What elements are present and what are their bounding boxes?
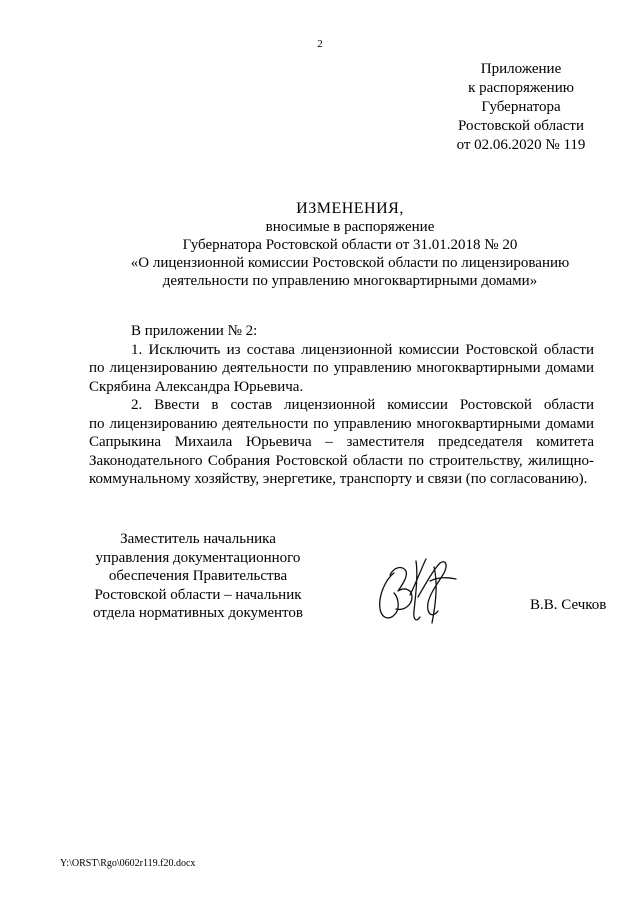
signer-position-line: Заместитель начальника — [120, 531, 276, 547]
footer-file-path: Y:\ORST\Rgo\0602r119.f20.docx — [60, 858, 196, 869]
item-2-line: по лицензированию деятельности по управлению многоквартирными домами — [89, 415, 594, 432]
item-1-line: по лицензированию деятельности по управлению многоквартирными домами — [89, 360, 594, 376]
signer-position-line: обеспечения Правительства — [108, 568, 288, 584]
title-line: вносимые в распоряжение — [265, 219, 435, 235]
appendix-line: Приложение — [480, 61, 562, 77]
item-1-line: 1. Исключить из состава лицензионной комиссии Ростовской области — [131, 341, 594, 358]
item-2-line: Законодательного Собрания Ростовской области по строительству, жилищно- — [89, 452, 594, 469]
title-line: Губернатора Ростовской области от 31.01.2018 № 20 — [182, 237, 518, 253]
item-2-paragraph — [89, 396, 594, 489]
title-line: деятельности по управлению многоквартирными домами» — [162, 273, 538, 289]
title-line: «О лицензионной комиссии Ростовской области по лицензированию — [130, 255, 570, 271]
item-2-line: 2. Ввести в состав лицензионной комиссии Ростовской области — [131, 397, 594, 413]
item-2-line: Сапрыкина Михаила Юрьевича – заместителя председателя комитета — [89, 434, 594, 450]
signer-position-line: отдела нормативных документов — [93, 605, 303, 621]
signer-position-line: Ростовской области – начальник — [94, 586, 302, 603]
signer-position — [89, 530, 307, 623]
appendix-line: Губернатора — [481, 99, 561, 115]
signer-name: В.В. Сечков — [530, 597, 607, 613]
page-number: 2 — [317, 38, 323, 50]
intro-paragraph: В приложении № 2: — [131, 323, 258, 339]
item-1-paragraph — [89, 341, 594, 397]
appendix-line: от 02.06.2020 № 119 — [456, 137, 586, 153]
item-2-line: коммунальному хозяйству, энергетике, транспорту и связи (по согласованию). — [89, 471, 588, 487]
title-main: ИЗМЕНЕНИЯ, — [296, 200, 404, 217]
appendix-header — [442, 60, 600, 155]
appendix-line: к распоряжению — [468, 80, 574, 96]
document-title — [60, 200, 640, 290]
document-body — [89, 322, 594, 489]
item-1-line: Скрябина Александра Юрьевича. — [89, 378, 304, 395]
appendix-line: Ростовской области — [458, 118, 584, 134]
handwritten-signature — [372, 553, 466, 629]
signer-position-line: управления документационного — [95, 549, 301, 566]
